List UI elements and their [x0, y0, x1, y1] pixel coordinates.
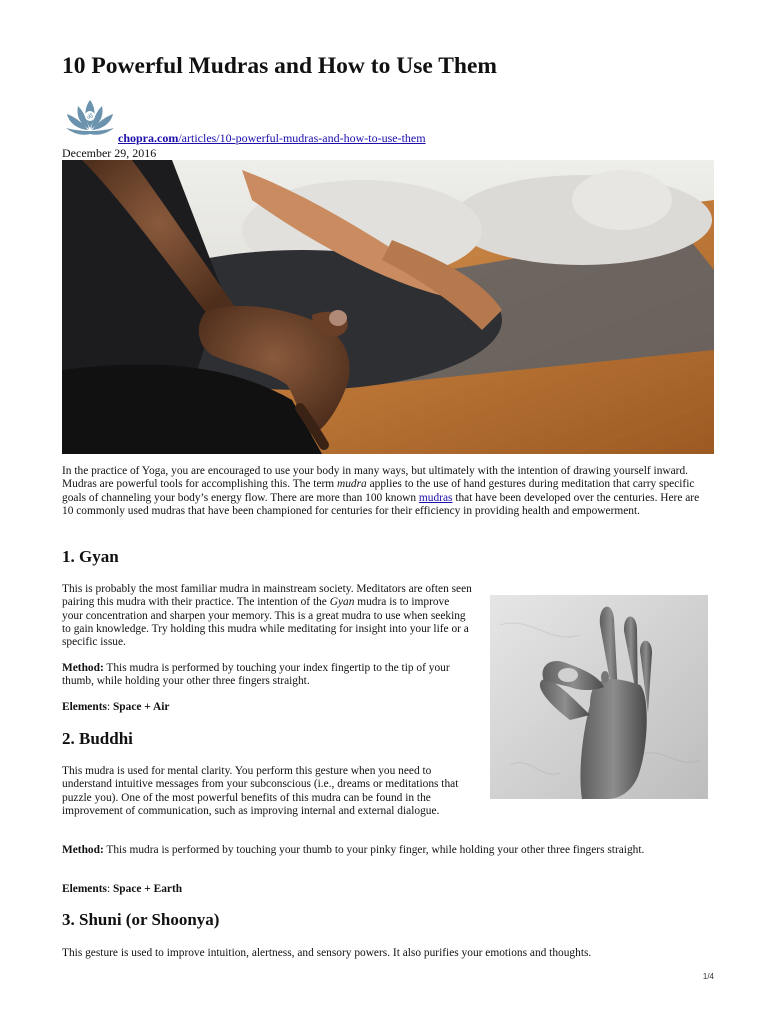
gyan-method: Method: This mudra is performed by touching your index fingertip to the tip of your thumb, while holding your other three fingers straight.	[62, 662, 450, 688]
gyan-elements: Elements: Space + Air	[62, 701, 170, 713]
source-url[interactable]	[118, 131, 426, 145]
intro-paragraph: In the practice of Yoga, you are encouraged to use your body in many ways, but ultimately with the intention of drawing yourself inward. Mudras are powerful tools for accomplishing this. The term mudra applies to the use of hand gestures during meditation that carry specific goals of channeling your body’s energy flow. There are more than 100 known mudras that have been developed over the centuries. Here are 10 commonly used mudras that have been championed for centuries for their efficiency in providing health and empowerment.	[62, 465, 700, 517]
shuni-description: This gesture is used to improve intuition, alertness, and sensory powers. It also purifies your emotions and thoughts.	[62, 947, 592, 959]
mudras-link[interactable]: mudras	[418, 491, 453, 504]
hero-image-meditation	[62, 160, 714, 454]
page-number: 1/4	[702, 972, 714, 981]
buddhi-description: This mudra is used for mental clarity. You perform this gesture when you need to understand intuitive messages from your subconscious (i.e., dreams or meditations that puzzle you). One of the most powerful benefits of this mudra can be found in the improvement of communication, such as improving internal and external dialogue.	[62, 765, 459, 817]
article-date: December 29, 2016	[62, 146, 157, 160]
buddhi-method: Method: This mudra is performed by touching your thumb to your pinky finger, while holding your other three fingers straight.	[62, 844, 645, 856]
buddhi-elements: Elements: Space + Earth	[62, 883, 183, 895]
lotus-logo-icon	[62, 94, 118, 142]
svg-text:ॐ: ॐ	[86, 113, 94, 121]
term-mudra: mudra	[337, 478, 367, 491]
section-heading-shuni: 3. Shuni (or Shoonya)	[62, 910, 220, 929]
section-heading-buddhi: 2. Buddhi	[62, 729, 133, 748]
gyan-description: This is probably the most familiar mudra in mainstream society. Meditators are often seen pairing this mudra with their practice. The intention of the Gyan mudra is to improve your concentration and sharpen your memory. This is a great mudra to use when seeking to gain knowledge. Try holding this mudra while meditating for insight into your life or a specific issue.	[62, 583, 472, 649]
section-heading-gyan: 1. Gyan	[62, 547, 119, 566]
gyan-mudra-hand-image	[490, 595, 708, 799]
article-title: 10 Powerful Mudras and How to Use Them	[62, 53, 497, 79]
source-link[interactable]: chopra.com/articles/10-powerful-mudras-and-how-to-use-them	[118, 131, 426, 145]
